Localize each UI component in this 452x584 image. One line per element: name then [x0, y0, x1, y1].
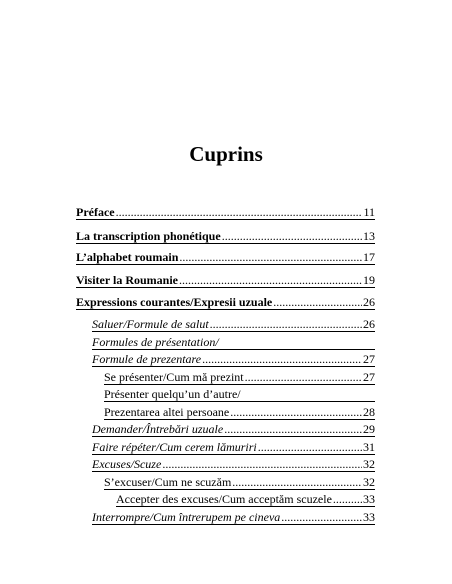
toc-entry-page: 33: [363, 510, 375, 524]
dot-leader: [179, 272, 362, 288]
dot-leader: [179, 249, 362, 265]
entry-underline: [92, 524, 375, 525]
entry-underline: [104, 401, 375, 402]
entry-underline: [76, 309, 375, 310]
toc-entry: [92, 421, 375, 437]
dot-leader: [258, 439, 362, 455]
entry-underline: [104, 489, 375, 490]
toc-entry: [76, 204, 375, 220]
toc-entry-label: Visiter la Roumanie: [76, 273, 178, 287]
toc-entry: [76, 228, 375, 244]
entry-underline: [76, 243, 375, 244]
dot-leader: [224, 421, 362, 437]
entry-underline: [92, 349, 375, 350]
toc-entry-page: 27: [363, 370, 375, 384]
dot-leader: [245, 369, 362, 385]
entry-underline: [76, 287, 375, 288]
toc-entry-label: Accepter des excuses/Cum acceptăm scuzele: [116, 492, 332, 506]
toc-entry-label: Demander/Întrebări uzuale: [92, 422, 224, 436]
toc-entry-label: La transcription phonétique: [76, 229, 221, 243]
toc-entry-label: Saluer/Formule de salut: [92, 317, 209, 331]
toc-entry: [104, 369, 375, 385]
entry-underline: [76, 264, 375, 265]
toc-entry-label: Préface: [76, 205, 115, 219]
toc-entry-page: 28: [363, 405, 375, 419]
dot-leader: [281, 509, 362, 525]
entry-underline: [104, 384, 375, 385]
entry-underline: [92, 436, 375, 437]
dot-leader: [333, 491, 362, 507]
toc-entry-page: 31: [363, 440, 375, 454]
toc-entry-label: Excuses/Scuze: [92, 457, 162, 471]
toc-entry: [92, 439, 375, 455]
toc-entry: [76, 294, 375, 310]
toc-entry-page: 27: [363, 352, 375, 366]
dot-leader: [202, 351, 362, 367]
toc-entry-label: S’excuser/Cum ne scuzăm: [104, 475, 232, 489]
dot-leader: [273, 294, 362, 310]
toc-entry-page: 13: [363, 229, 375, 243]
toc-entry: [76, 272, 375, 288]
toc-entry-label: Se présenter/Cum mă prezint: [104, 370, 244, 384]
toc-entry: [104, 386, 375, 402]
toc-entry: [76, 249, 375, 265]
toc-entry-label: Formules de présentation/: [92, 335, 219, 349]
toc-entry: [92, 456, 375, 472]
toc-entry-label: L’alphabet roumain: [76, 250, 179, 264]
dot-leader: [222, 228, 362, 244]
toc-entry-label: Présenter quelqu’un d’autre/: [104, 387, 241, 401]
dot-leader: [162, 456, 362, 472]
toc-entry-page: 17: [363, 250, 375, 264]
toc-entry-page: 11: [363, 205, 375, 219]
entry-underline: [76, 219, 375, 220]
toc-entry: [92, 334, 375, 350]
toc-entry-label: Expressions courantes/Expresii uzuale: [76, 295, 273, 309]
dot-leader: [210, 316, 362, 332]
toc-entry: [104, 404, 375, 420]
dot-leader: [232, 474, 362, 490]
toc-entry-page: 19: [363, 273, 375, 287]
toc-entry: [104, 474, 375, 490]
entry-underline: [92, 366, 375, 367]
entry-underline: [116, 506, 375, 507]
toc-entry: [92, 351, 375, 367]
toc-entry-label: Formule de prezentare: [92, 352, 202, 366]
entry-underline: [92, 471, 375, 472]
toc-entry-page: 32: [363, 457, 375, 471]
toc-entry-page: 26: [363, 295, 375, 309]
toc-entry-page: 33: [363, 492, 375, 506]
dot-leader: [230, 404, 362, 420]
entry-underline: [92, 331, 375, 332]
toc-entry-page: 26: [363, 317, 375, 331]
toc-entry-label: Prezentarea altei persoane: [104, 405, 230, 419]
entry-underline: [92, 454, 375, 455]
dot-leader: [116, 204, 363, 220]
toc-entry-label: Interrompre/Cum întrerupem pe cineva: [92, 510, 281, 524]
toc-entry-label: Faire répéter/Cum cerem lămuriri: [92, 440, 257, 454]
toc-entry: [92, 509, 375, 525]
page-title: Cuprins: [189, 142, 263, 166]
toc-entry: [116, 491, 375, 507]
toc-entry: [92, 316, 375, 332]
entry-underline: [104, 419, 375, 420]
toc-entry-page: 32: [363, 475, 375, 489]
toc-entry-page: 29: [363, 422, 375, 436]
